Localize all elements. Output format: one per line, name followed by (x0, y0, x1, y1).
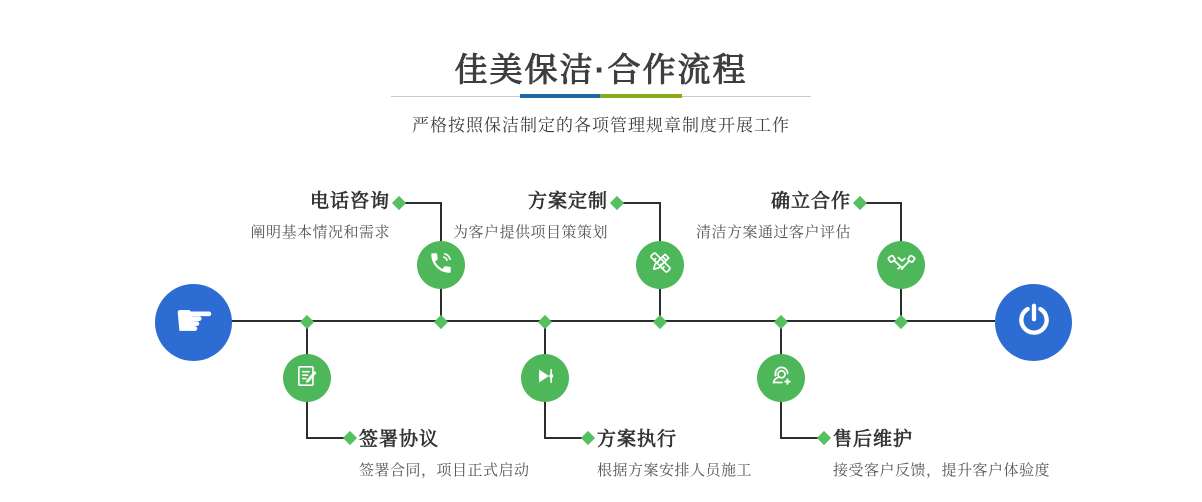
junction-diamond (774, 315, 788, 329)
handshake-icon (887, 248, 916, 282)
step-title: 确立合作 (770, 191, 851, 212)
step-label-plan-custom (453, 186, 608, 242)
step-label-phone-consult (250, 186, 390, 242)
step-node-phone-consult (417, 241, 465, 289)
junction-diamond (300, 315, 314, 329)
step-label-plan-execute (597, 424, 752, 480)
step-desc: 签署合同，项目正式启动 (359, 462, 530, 479)
step-label-sign-agreement (359, 424, 530, 480)
junction-diamond (653, 315, 667, 329)
divider-olive-segment (600, 94, 682, 98)
divider-accent (520, 94, 682, 98)
step-title: 方案定制 (527, 191, 608, 212)
step-node-plan-execute (521, 354, 569, 402)
label-diamond (581, 431, 595, 445)
label-diamond (610, 196, 624, 210)
label-diamond (392, 196, 406, 210)
document-sign-icon (294, 363, 320, 394)
step-label-after-sales (833, 424, 1050, 480)
label-diamond (853, 196, 867, 210)
headset-service-icon (768, 362, 795, 394)
play-execute-icon (532, 363, 558, 394)
step-title: 电话咨询 (309, 191, 390, 212)
step-title: 售后维护 (833, 429, 914, 450)
divider-blue-segment (520, 94, 600, 98)
pointing-hand-icon: ☛ (173, 292, 216, 347)
junction-diamond (538, 315, 552, 329)
power-icon (1014, 300, 1054, 345)
step-title: 签署协议 (359, 429, 440, 450)
junction-diamond (434, 315, 448, 329)
junction-diamond (894, 315, 908, 329)
design-tools-icon (647, 249, 674, 281)
step-node-after-sales (757, 354, 805, 402)
step-desc: 阐明基本情况和需求 (250, 224, 390, 241)
step-desc: 根据方案安排人员施工 (597, 462, 753, 479)
flow-end-node (995, 284, 1072, 361)
phone-call-icon (428, 250, 454, 281)
step-node-sign-agreement (283, 354, 331, 402)
step-desc: 接受客户反馈，提升客户体验度 (833, 462, 1051, 479)
page-title: 佳美保洁·合作流程 (454, 51, 748, 88)
step-node-plan-custom (636, 241, 684, 289)
step-label-establish-coop (696, 186, 851, 242)
step-desc: 清洁方案通过客户评估 (695, 224, 851, 241)
step-desc: 为客户提供项目策策划 (452, 224, 608, 241)
step-node-establish-coop (877, 241, 925, 289)
step-title: 方案执行 (597, 429, 678, 450)
timeline-main-line (231, 320, 995, 322)
flow-start-node (155, 284, 232, 361)
label-diamond (343, 431, 357, 445)
label-diamond (817, 431, 831, 445)
page-subtitle: 严格按照保洁制定的各项管理规章制度开展工作 (412, 116, 790, 135)
title-divider (391, 96, 811, 97)
